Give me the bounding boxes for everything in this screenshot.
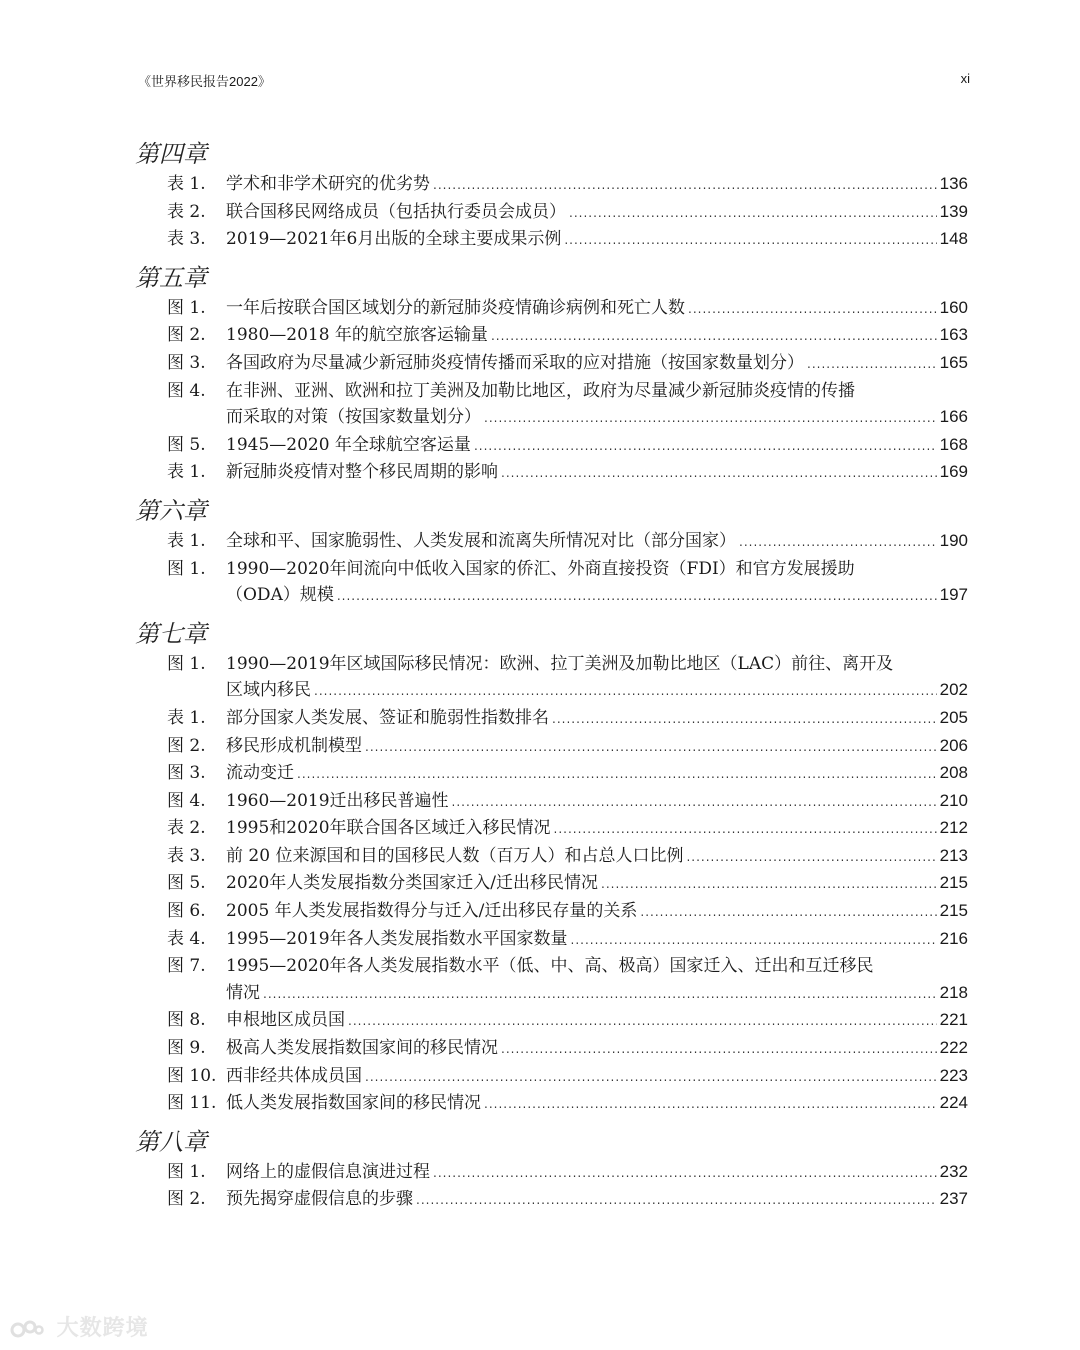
entry-title: 1995和2020年联合国各区域迁入移民情况 <box>226 818 551 839</box>
chapter-heading: 第八章 <box>135 1127 207 1156</box>
entry-page-number: 237 <box>939 1189 968 1209</box>
entry-label: 图 2. <box>167 735 206 756</box>
toc-entry[interactable] <box>135 870 968 898</box>
entry-page-number: 190 <box>939 530 968 550</box>
entry-page-number: 208 <box>939 763 968 783</box>
dot-leader <box>686 844 936 871</box>
toc-entry[interactable] <box>135 651 968 705</box>
entry-title: 极高人类发展指数国家间的移民情况 <box>226 1038 498 1059</box>
entry-page-number: 215 <box>939 873 968 893</box>
entry-title: 前 20 位来源国和目的国移民人数（百万人）和占总人口比例 <box>226 845 684 866</box>
entry-title: 1995—2019年各人类发展指数水平国家数量 <box>226 928 568 949</box>
entry-label: 图 2. <box>167 1189 206 1210</box>
chapter-heading: 第四章 <box>135 140 207 168</box>
toc-entry[interactable] <box>135 1035 968 1063</box>
toc-entry[interactable] <box>135 226 968 254</box>
entry-label: 图 8. <box>167 1010 206 1031</box>
entry-label: 图 4. <box>167 380 206 401</box>
entry-page-number: 215 <box>939 901 968 921</box>
dot-leader <box>452 789 937 816</box>
entry-title: 2019—2021年6月出版的全球主要成果示例 <box>226 229 562 250</box>
entry-title: 全球和平、国家脆弱性、人类发展和流离失所情况对比（部分国家） <box>226 530 736 551</box>
page-number: xi <box>960 71 970 86</box>
report-title: 《世界移民报告2022》 <box>138 74 271 89</box>
entry-title-line: 1990—2019年区域国际移民情况：欧洲、拉丁美洲及加勒比地区（LAC）前往、离开及 <box>226 653 894 674</box>
dot-leader <box>807 351 937 378</box>
toc-entry[interactable] <box>135 705 968 733</box>
entry-label: 图 5. <box>167 434 206 455</box>
entry-title: 1945—2020 年全球航空客运量 <box>226 434 471 455</box>
dot-leader <box>552 706 937 733</box>
toc-entry[interactable] <box>135 171 968 199</box>
watermark <box>10 1311 149 1342</box>
toc-entry[interactable] <box>135 760 968 788</box>
entry-label: 图 11. <box>167 1093 217 1114</box>
entry-title: 低人类发展指数国家间的移民情况 <box>226 1093 481 1114</box>
dot-leader <box>501 460 937 487</box>
dot-leader <box>688 296 937 323</box>
dot-leader <box>365 1064 937 1091</box>
chapter-heading: 第六章 <box>135 496 207 525</box>
entry-label: 表 1. <box>167 462 206 483</box>
entry-page-number: 163 <box>939 325 968 345</box>
dot-leader <box>297 761 937 788</box>
dot-leader <box>554 816 937 843</box>
toc-entry[interactable] <box>135 1186 968 1214</box>
entry-label: 图 1. <box>167 653 206 674</box>
entry-page-number: 136 <box>939 174 968 193</box>
toc-entry[interactable] <box>135 898 968 926</box>
entry-title: 预先揭穿虚假信息的步骤 <box>226 1189 413 1210</box>
toc-entry[interactable] <box>135 378 968 432</box>
toc-entry[interactable] <box>135 733 968 761</box>
toc-entry[interactable] <box>135 432 968 460</box>
entry-label: 表 1. <box>167 707 206 728</box>
list-of-figures-and-tables <box>135 138 968 1214</box>
entry-label: 表 2. <box>167 818 206 839</box>
dot-leader <box>433 172 937 199</box>
dot-leader <box>416 1187 937 1214</box>
entry-title: 1960—2019迁出移民普遍性 <box>226 790 449 811</box>
dot-leader <box>337 583 937 610</box>
dot-leader <box>640 899 936 926</box>
chapter-heading: 第七章 <box>135 619 207 648</box>
dot-leader <box>433 1160 937 1187</box>
toc-entry[interactable] <box>135 350 968 378</box>
entry-title: 申根地区成员国 <box>226 1010 345 1031</box>
entry-page-number: 223 <box>939 1065 968 1085</box>
entry-title: 流动变迁 <box>226 763 294 784</box>
entry-page-number: 224 <box>939 1093 968 1113</box>
dot-leader <box>263 981 937 1008</box>
entry-title: 一年后按联合国区域划分的新冠肺炎疫情确诊病例和死亡人数 <box>226 297 685 318</box>
dot-leader <box>569 200 937 227</box>
entry-label: 图 1. <box>167 558 206 579</box>
toc-entry[interactable] <box>135 1007 968 1035</box>
entry-label: 图 10. <box>167 1065 217 1086</box>
entry-label: 图 3. <box>167 352 206 373</box>
entry-title: 新冠肺炎疫情对整个移民周期的影响 <box>226 462 498 483</box>
entry-page-number: 165 <box>939 352 968 372</box>
entry-label: 图 1. <box>167 297 206 318</box>
entry-title: 移民形成机制模型 <box>226 735 362 756</box>
toc-entry[interactable] <box>135 1090 968 1118</box>
page-header <box>138 71 970 93</box>
dot-leader <box>348 1008 937 1035</box>
dot-leader <box>484 405 937 432</box>
entry-page-number: 166 <box>939 407 968 427</box>
entry-title: 而采取的对策（按国家数量划分） <box>226 407 481 428</box>
toc-entry[interactable] <box>135 788 968 816</box>
entry-label: 图 4. <box>167 790 206 811</box>
entry-label: 表 4. <box>167 928 206 949</box>
entry-title: 情况 <box>226 982 260 1003</box>
entry-page-number: 216 <box>939 928 968 948</box>
entry-page-number: 148 <box>939 229 968 249</box>
entry-label: 图 7. <box>167 956 206 977</box>
entry-label: 图 2. <box>167 325 206 346</box>
entry-label: 表 1. <box>167 530 206 551</box>
entry-label: 表 2. <box>167 201 206 222</box>
entry-page-number: 139 <box>939 201 968 221</box>
entry-page-number: 221 <box>939 1010 968 1030</box>
entry-title: 联合国移民网络成员（包括执行委员会成员） <box>226 201 566 222</box>
entry-title-line: 在非洲、亚洲、欧洲和拉丁美洲及加勒比地区，政府为尽量减少新冠肺炎疫情的传播 <box>226 380 855 401</box>
toc-entry[interactable] <box>135 843 968 871</box>
toc-entry[interactable] <box>135 528 968 556</box>
dot-leader <box>501 1036 937 1063</box>
entry-label: 图 1. <box>167 1161 206 1182</box>
toc-entry[interactable] <box>135 295 968 323</box>
dot-leader <box>365 734 937 761</box>
entry-page-number: 210 <box>939 790 968 810</box>
entry-title: 2020年人类发展指数分类国家迁入/迁出移民情况 <box>226 873 598 894</box>
entry-label: 图 5. <box>167 873 206 894</box>
entry-page-number: 213 <box>939 845 968 865</box>
dot-leader <box>474 433 937 460</box>
dot-leader <box>571 927 937 954</box>
entry-title: （ODA）规模 <box>226 585 334 606</box>
entry-title-line: 1990—2020年间流向中低收入国家的侨汇、外商直接投资（FDI）和官方发展援助 <box>226 558 855 579</box>
entry-page-number: 202 <box>939 680 968 700</box>
entry-label: 表 1. <box>167 174 206 194</box>
toc-entry[interactable] <box>135 459 968 487</box>
entry-title: 1980—2018 年的航空旅客运输量 <box>226 325 488 346</box>
dot-leader <box>314 678 937 705</box>
dot-leader <box>601 871 937 898</box>
entry-page-number: 206 <box>939 735 968 755</box>
entry-page-number: 232 <box>939 1161 968 1181</box>
dot-leader <box>484 1091 937 1118</box>
entry-label: 图 3. <box>167 763 206 784</box>
entry-title: 区域内移民 <box>226 680 311 701</box>
dot-leader <box>739 529 937 556</box>
entry-label: 表 3. <box>167 845 206 866</box>
entry-label: 表 3. <box>167 229 206 250</box>
entry-label: 图 9. <box>167 1038 206 1059</box>
entry-title: 部分国家人类发展、签证和脆弱性指数排名 <box>226 707 549 728</box>
entry-title: 网络上的虚假信息演进过程 <box>226 1161 430 1182</box>
entry-title: 2005 年人类发展指数得分与迁入/迁出移民存量的关系 <box>226 901 638 922</box>
toc-entry[interactable] <box>135 1063 968 1091</box>
entry-title: 学术和非学术研究的优劣势 <box>226 174 430 194</box>
entry-page-number: 168 <box>939 434 968 454</box>
chapter-heading: 第五章 <box>135 263 207 292</box>
entry-page-number: 197 <box>939 585 968 605</box>
toc-entry[interactable] <box>135 953 968 1007</box>
entry-page-number: 212 <box>939 818 968 838</box>
entry-page-number: 169 <box>939 462 968 482</box>
entry-title: 西非经共体成员国 <box>226 1065 362 1086</box>
entry-page-number: 160 <box>939 297 968 317</box>
dot-leader <box>491 323 937 350</box>
toc-entry[interactable] <box>135 322 968 350</box>
watermark-logo-icon <box>10 1318 44 1340</box>
entry-title-line: 1995—2020年各人类发展指数水平（低、中、高、极高）国家迁入、迁出和互迁移民 <box>226 956 874 977</box>
entry-label: 图 6. <box>167 901 206 922</box>
dot-leader <box>564 227 936 254</box>
watermark-text: 大数跨境 <box>56 1316 149 1341</box>
toc-entry[interactable] <box>135 199 968 227</box>
toc-entry[interactable] <box>135 556 968 610</box>
toc-entry[interactable] <box>135 1159 968 1187</box>
toc-entry[interactable] <box>135 815 968 843</box>
entry-title: 各国政府为尽量减少新冠肺炎疫情传播而采取的应对措施（按国家数量划分） <box>226 352 804 373</box>
entry-page-number: 222 <box>939 1038 968 1058</box>
toc-entry[interactable] <box>135 926 968 954</box>
entry-page-number: 218 <box>939 982 968 1002</box>
entry-page-number: 205 <box>939 707 968 727</box>
